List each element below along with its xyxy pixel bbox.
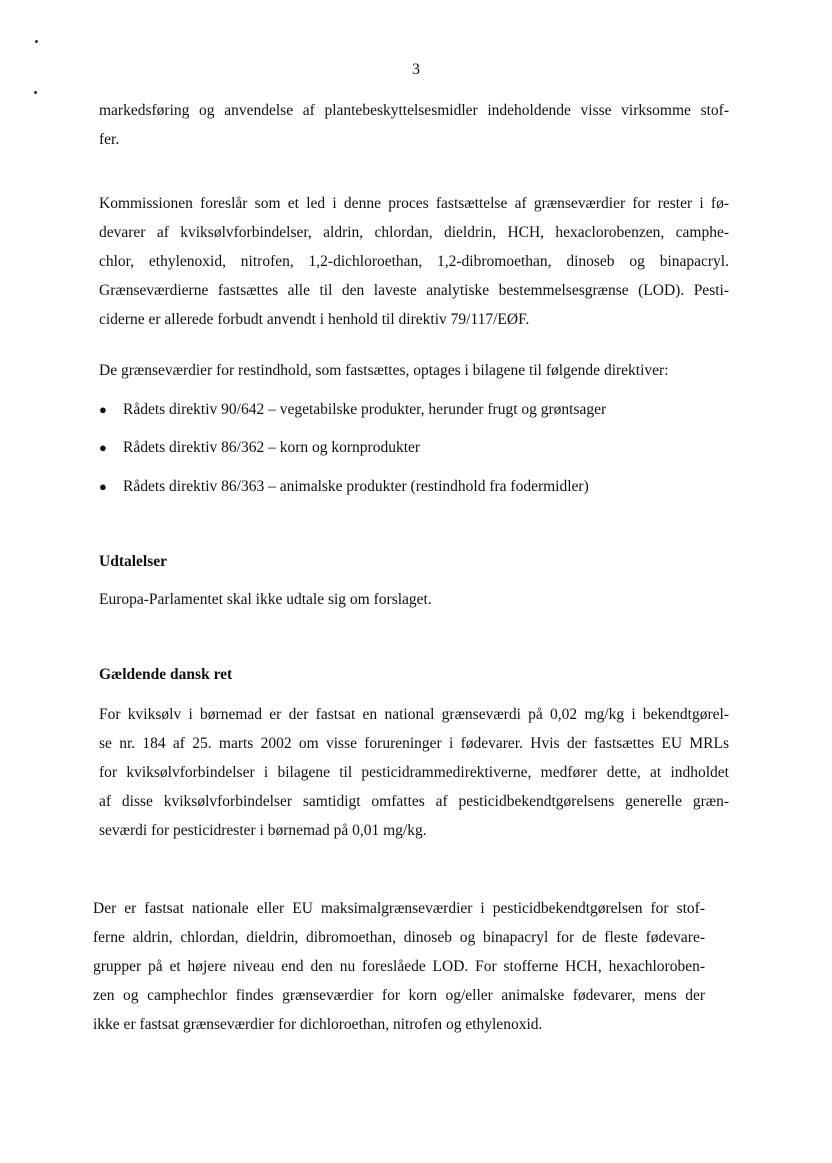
- section-gaeldende-dansk-ret: [99, 660, 729, 689]
- section-udtalelser: [99, 547, 729, 576]
- text-line: zen og camphechlor findes grænseværdier for korn og/eller animalske fødevarer, mens der: [93, 987, 705, 1004]
- paragraph-proposal: [99, 189, 729, 334]
- list-item-text: Rådets direktiv 90/642 – vegetabilske produkter, herunder frugt og grøntsager: [123, 401, 607, 418]
- text-line: De grænseværdier for restindhold, som fastsættes, optages i bilagene til følgende direktiver:: [99, 362, 669, 379]
- bullet-icon: ●: [99, 440, 107, 455]
- text-line: ciderne er allerede forbudt anvendt i henhold til direktiv 79/117/EØF.: [99, 311, 530, 328]
- scan-speck: [35, 40, 38, 43]
- bullet-icon: ●: [99, 479, 107, 494]
- text-line: seværdi for pesticidrester i børnemad på 0,01 mg/kg.: [99, 822, 427, 839]
- scan-speck: [34, 91, 37, 94]
- list-item-text: Rådets direktiv 86/363 – animalske produkter (restindhold fra fodermidler): [123, 478, 589, 495]
- text-line: markedsføring og anvendelse af plantebeskyttelsesmidler indeholdende visse virksomme stof-: [99, 102, 729, 119]
- text-line: af disse kviksølvforbindelser samtidigt omfattes af pesticidbekendtgørelsens generelle græn-: [99, 793, 729, 810]
- bullet-icon: ●: [99, 402, 107, 417]
- text-line: chlor, ethylenoxid, nitrofen, 1,2-dichloroethan, 1,2-dibromoethan, dinoseb og binapacryl.: [99, 253, 729, 270]
- text-line: se nr. 184 af 25. marts 2002 om visse forureninger i fødevarer. Hvis der fastsættes EU MRLs: [99, 735, 729, 752]
- text-line: Grænseværdierne fastsættes alle til den laveste analytiske bestemmelsesgrænse (LOD). Pesti-: [99, 282, 729, 299]
- paragraph-dansk-ret: [99, 700, 729, 845]
- section-heading: Gældende dansk ret: [99, 666, 233, 683]
- paragraph-udtalelser: [99, 585, 729, 614]
- text-line: For kviksølv i børnemad er der fastsat en national grænseværdi på 0,02 mg/kg i bekendtgørel-: [99, 706, 729, 723]
- section-heading: Udtalelser: [99, 553, 168, 570]
- text-line: ikke er fastsat grænseværdier for dichloroethan, nitrofen og ethylenoxid.: [93, 1016, 543, 1033]
- text-line: for kviksølvforbindelser i bilagene til pesticidrammedirektiverne, medfører dette, at indholdet: [99, 764, 729, 781]
- text-line: grupper på et højere niveau end den nu foreslåede LOD. For stofferne HCH, hexachloroben-: [93, 958, 705, 975]
- list-item-text: Rådets direktiv 86/362 – korn og kornprodukter: [123, 439, 421, 456]
- list-item: [99, 395, 606, 424]
- paragraph-maksimalgraensevaerdier: [93, 894, 705, 1039]
- text-line: fer.: [99, 131, 120, 148]
- paragraph-continuation: [99, 96, 729, 154]
- text-line: devarer af kviksølvforbindelser, aldrin, chlordan, dieldrin, HCH, hexaclorobenzen, camphe-: [99, 224, 729, 241]
- page-number: 3: [412, 61, 420, 78]
- text-line: Der er fastsat nationale eller EU maksimalgrænseværdier i pesticidbekendtgørelsen for stof-: [93, 900, 705, 917]
- paragraph-directives-intro: [99, 356, 729, 385]
- text-line: Kommissionen foreslår som et led i denne proces fastsættelse af grænseværdier for rester i fø-: [99, 195, 729, 212]
- list-item: [99, 472, 589, 501]
- list-item: [99, 433, 420, 462]
- text-line: Europa-Parlamentet skal ikke udtale sig om forslaget.: [99, 591, 432, 608]
- text-line: ferne aldrin, chlordan, dieldrin, dibromoethan, dinoseb og binapacryl for de fleste fødevare-: [93, 929, 705, 946]
